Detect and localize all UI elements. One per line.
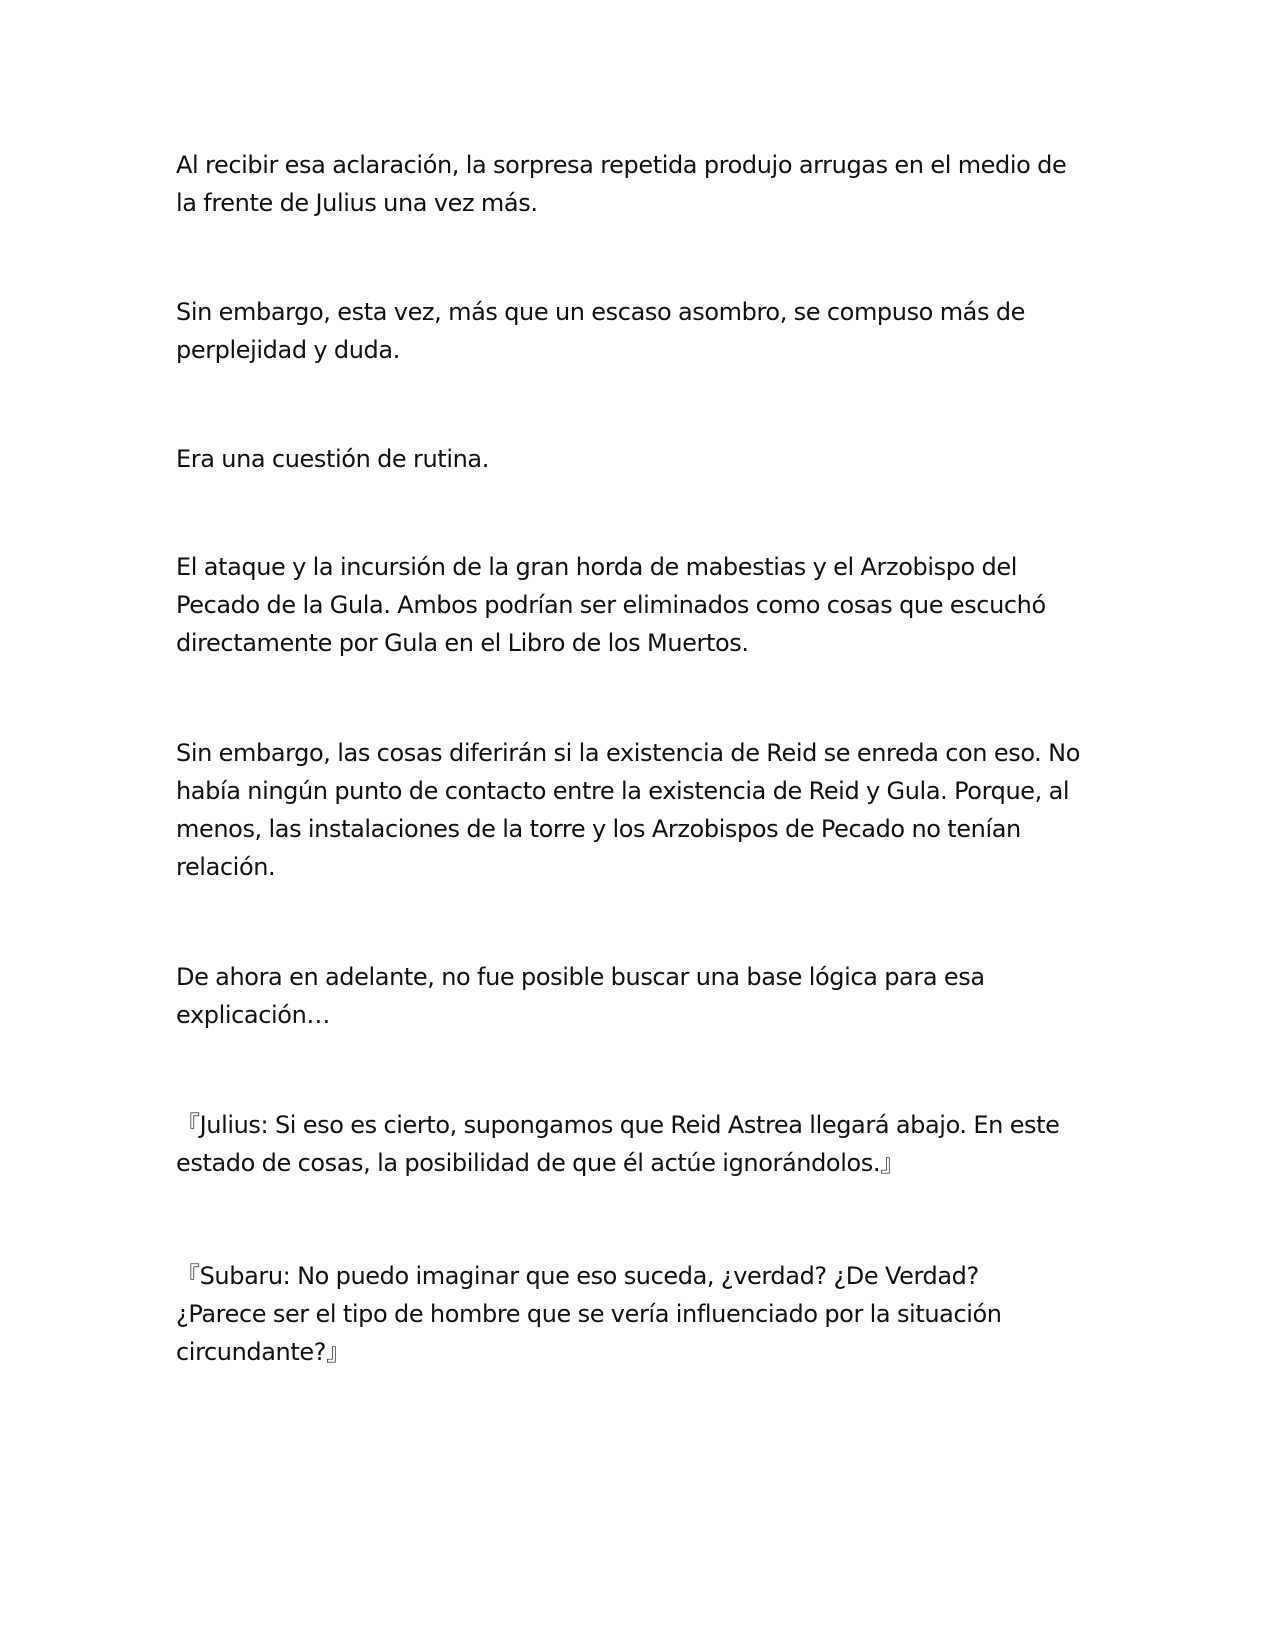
paragraph <box>176 293 1106 369</box>
text-line: la frente de Julius una vez más. <box>176 189 538 217</box>
dialogue-subaru <box>176 1257 1106 1371</box>
text-line: Sin embargo, las cosas diferirán si la existencia de Reid se enreda con eso. No <box>176 739 1080 767</box>
text-line: directamente por Gula en el Libro de los Muertos. <box>176 629 749 657</box>
paragraph <box>176 548 1106 662</box>
paragraph <box>176 734 1106 886</box>
text-line: explicación… <box>176 1001 330 1029</box>
text-line: había ningún punto de contacto entre la existencia de Reid y Gula. Porque, al <box>176 777 1070 805</box>
text-line: El ataque y la incursión de la gran horda de mabestias y el Arzobispo del <box>176 553 1018 581</box>
text-line: Pecado de la Gula. Ambos podrían ser eliminados como cosas que escuchó <box>176 591 1046 619</box>
text-line: menos, las instalaciones de la torre y los Arzobispos de Pecado no tenían <box>176 815 1021 843</box>
text-line: De ahora en adelante, no fue posible buscar una base lógica para esa <box>176 963 985 991</box>
dialogue-julius <box>176 1106 1106 1182</box>
text-line: relación. <box>176 853 276 881</box>
text-line: circundante?』 <box>176 1338 350 1366</box>
text-line: perplejidad y duda. <box>176 336 400 364</box>
text-line: 『Subaru: No puedo imaginar que eso suceda, ¿verdad? ¿De Verdad? <box>176 1262 979 1290</box>
text-line: ¿Parece ser el tipo de hombre que se vería influenciado por la situación <box>176 1300 1002 1328</box>
text-line: Era una cuestión de rutina. <box>176 445 489 473</box>
text-line: Al recibir esa aclaración, la sorpresa repetida produjo arrugas en el medio de <box>176 151 1067 179</box>
paragraph <box>176 958 1106 1034</box>
text-line: estado de cosas, la posibilidad de que él actúe ignorándolos.』 <box>176 1149 904 1177</box>
paragraph <box>176 146 1106 222</box>
paragraph <box>176 440 1106 478</box>
text-line: 『Julius: Si eso es cierto, supongamos que Reid Astrea llegará abajo. En este <box>176 1111 1060 1139</box>
text-line: Sin embargo, esta vez, más que un escaso asombro, se compuso más de <box>176 298 1026 326</box>
